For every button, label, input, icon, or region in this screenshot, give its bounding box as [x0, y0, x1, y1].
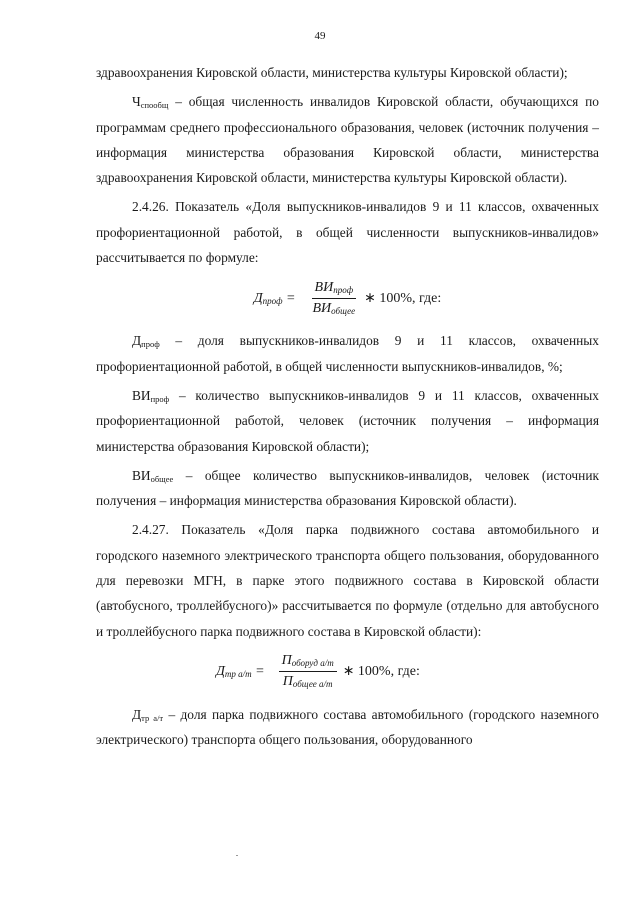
document-body: [96, 60, 599, 753]
page-number: 49: [314, 30, 326, 42]
formula-tail: ∗ 100%, где:: [342, 664, 420, 680]
definition-vi-obshchee: $ВИ_{общее}$ – общее количество выпускников-инвалидов, человек (источник получения – информация министерства образования Кировской области).: [96, 467, 599, 509]
formula-fraction: [279, 652, 337, 691]
symbol: Ч: [132, 94, 141, 110]
formula-denominator: $П_{общее а/т}$: [282, 674, 333, 690]
formula-fraction: [310, 279, 359, 318]
scan-speck: [236, 855, 238, 856]
definition-text: – общая численность инвалидов Кировской области, обучающихся по программам среднего профессионального образования, человек (источник получения – информация министерства образования Кировской области, министерства здравоохранения Кировской области, министерства культуры Кировской области).: [96, 94, 599, 186]
formula-numerator: $ВИ_{проф}$: [312, 279, 357, 299]
formula-tail: ∗ 100%, где:: [364, 290, 442, 306]
definition-d-prof: $Д_{проф}$ – доля выпускников-инвалидов 9 и 11 классов, охваченных профориентационной работой, в общей численности выпускников-инвалидов, %;: [96, 333, 599, 374]
paragraph-continuation: здравоохранения Кировской области, министерства культуры Кировской области);: [96, 65, 568, 80]
paragraph-2-4-27: 2.4.27. Показатель «Доля парка подвижного состава автомобильного и городского наземного электрического транспорта общего пользования, оборудованного для перевозки МГН, в парке этого подвижного состава в Кировской области (автобусного, троллейбусного)» рассчитывается по формуле (отдельно для автобусного и троллейбусного парка подвижного состава в Кировской области):: [96, 522, 599, 639]
definition-vi-prof: $ВИ_{проф}$ – количество выпускников-инвалидов 9 и 11 классов, охваченных профориентационной работой, человек (источник получения – информация министерства образования Кировской области);: [96, 387, 599, 454]
formula-denominator: $ВИ_{общее}$: [312, 300, 356, 316]
symbol-subscript: спообщ: [140, 100, 169, 111]
definition-ch-spoobsch: [96, 89, 599, 190]
formula-numerator: $П_{оборуд а/т}$: [279, 652, 337, 672]
formula-lhs: $Д_{тр а/т}$ =: [216, 664, 265, 680]
formula-lhs: $Д_{проф}$ =: [253, 290, 296, 306]
formula-d-prof: [96, 272, 599, 324]
formula-d-tr: [216, 646, 599, 698]
paragraph-2-4-26: 2.4.26. Показатель «Доля выпускников-инвалидов 9 и 11 классов, охваченных профориентационной работой, в общей численности выпускников-инвалидов» рассчитывается по формуле:: [96, 199, 599, 266]
definition-d-tr: $Д_{тр а/т}$ – доля парка подвижного состава автомобильного (городского наземного электрического) транспорта общего пользования, оборудованного: [96, 706, 599, 748]
